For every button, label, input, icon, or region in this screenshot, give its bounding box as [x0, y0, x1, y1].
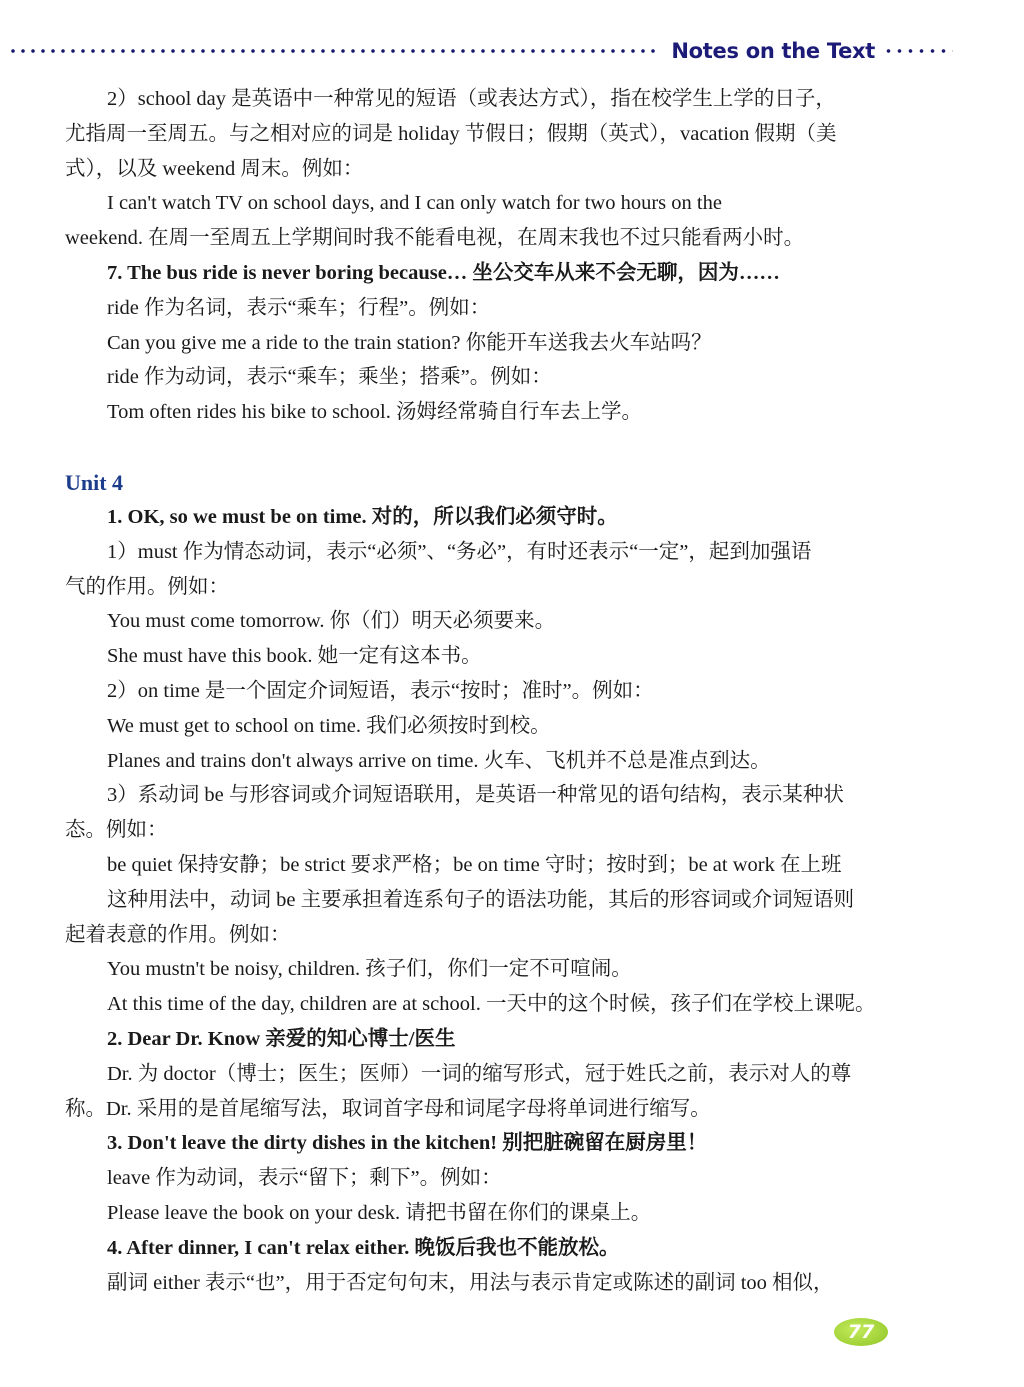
- running-header: [8, 36, 953, 66]
- dotted-leader-left: [8, 48, 661, 54]
- text-line: 式），以及 weekend 周末。例如：: [65, 157, 364, 180]
- unit-heading: Unit 4: [65, 469, 124, 495]
- note-heading: 1. OK, so we must be on time. 对的，所以我们必须守时。: [107, 505, 618, 528]
- notes-section-top: [65, 82, 958, 430]
- text-line: You must come tomorrow. 你（们）明天必须要来。: [107, 610, 556, 633]
- text-line: 起着表意的作用。例如：: [65, 923, 291, 946]
- text-line: I can't watch TV on school days, and I can only watch for two hours on the: [107, 192, 722, 215]
- page-body: [65, 82, 958, 1300]
- text-line: weekend. 在周一至周五上学期间时我不能看电视，在周末我也不过只能看两小时。: [65, 227, 805, 250]
- page-number-badge: 77: [834, 1318, 888, 1346]
- header-title: Notes on the Text: [671, 39, 875, 63]
- dotted-leader-right: [883, 48, 953, 54]
- text-line: 1）must 作为情态动词，表示“必须”、“务必”，有时还表示“一定”，起到加强语: [107, 540, 812, 563]
- text-line: 2）on time 是一个固定介词短语，表示“按时；准时”。例如：: [107, 679, 654, 702]
- text-line: 尤指周一至周五。与之相对应的词是 holiday 节假日；假期（英式），vacation 假期（美: [65, 122, 837, 145]
- text-line: Can you give me a ride to the train station? 你能开车送我去火车站吗？: [107, 331, 712, 354]
- note-heading: 4. After dinner, I can't relax either. 晚饭后我也不能放松。: [107, 1236, 620, 1259]
- text-line: leave 作为动词，表示“留下；剩下”。例如：: [107, 1167, 502, 1190]
- text-line: We must get to school on time. 我们必须按时到校。: [107, 714, 551, 737]
- note-heading: 3. Don't leave the dirty dishes in the kitchen! 别把脏碗留在厨房里！: [107, 1132, 708, 1155]
- note-heading: 2. Dear Dr. Know 亲爱的知心博士/医生: [107, 1027, 456, 1050]
- text-line: Planes and trains don't always arrive on time. 火车、飞机并不总是准点到达。: [107, 749, 771, 772]
- text-line: You mustn't be noisy, children. 孩子们，你们一定不可喧闹。: [107, 958, 632, 981]
- text-line: 这种用法中，动词 be 主要承担着连系句子的语法功能，其后的形容词或介词短语则: [107, 888, 855, 911]
- text-line: 副词 either 表示“也”，用于否定句句末，用法与表示肯定或陈述的副词 too 相似，: [107, 1271, 834, 1294]
- note-heading: 7. The bus ride is never boring because… 坐公交车从来不会无聊，因为……: [107, 261, 780, 284]
- text-line: ride 作为名词，表示“乘车；行程”。例如：: [107, 296, 491, 319]
- text-line: 3）系动词 be 与形容词或介词短语联用，是英语一种常见的语句结构，表示某种状: [107, 784, 844, 807]
- text-line: She must have this book. 她一定有这本书。: [107, 645, 482, 668]
- text-line: 气的作用。例如：: [65, 575, 229, 598]
- text-line: 态。例如：: [65, 819, 168, 842]
- text-line: 2）school day 是英语中一种常见的短语（或表达方式），指在校学生上学的日子，: [107, 88, 836, 110]
- text-line: Tom often rides his bike to school. 汤姆经常骑自行车去上学。: [107, 401, 642, 424]
- text-line: 称。Dr. 采用的是首尾缩写法，取词首字母和词尾字母将单词进行缩写。: [65, 1097, 711, 1120]
- text-line: ride 作为动词，表示“乘车；乘坐；搭乘”。例如：: [107, 366, 552, 389]
- text-line: be quiet 保持安静；be strict 要求严格；be on time 守时；按时到；be at work 在上班: [107, 853, 842, 876]
- text-line: Please leave the book on your desk. 请把书留在你们的课桌上。: [107, 1201, 652, 1224]
- notes-section-unit-4: [65, 500, 958, 1300]
- text-line: Dr. 为 doctor（博士；医生；医师）一词的缩写形式，冠于姓氏之前，表示对人的尊: [107, 1062, 852, 1085]
- text-line: At this time of the day, children are at school. 一天中的这个时候，孩子们在学校上课呢。: [107, 993, 876, 1016]
